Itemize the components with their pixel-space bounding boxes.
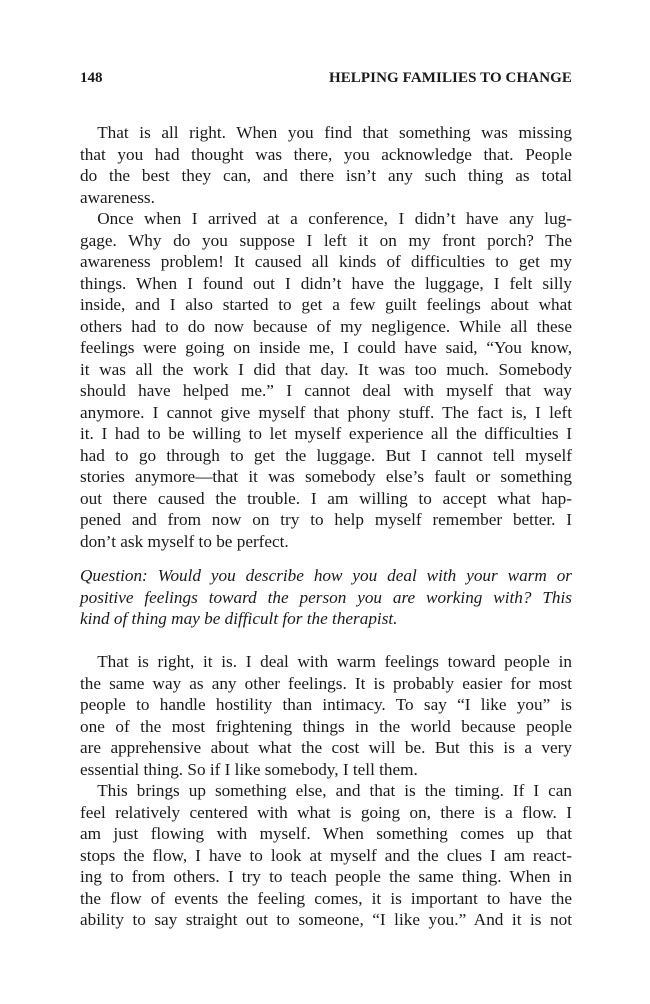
text-line: gage. Why do you suppose I left it on my front porch? The	[80, 230, 572, 250]
text-line: the same way as any other feelings. It is probably easier for most	[80, 673, 572, 693]
text-line: stories anymore—that it was somebody else’s fault or something	[80, 467, 572, 486]
text-line: others had to do now because of my negligence. While all these	[80, 316, 572, 336]
text-line: am just flowing with myself. When something comes up that	[80, 824, 572, 843]
paragraph-3	[80, 651, 572, 780]
running-head: HELPING FAMILIES TO CHANGE	[328, 70, 572, 86]
text-line: feelings were going on inside me, I could have said, “You know,	[80, 338, 572, 357]
text-line: people to handle hostility than intimacy. To say “I like you” is	[80, 695, 572, 714]
text-line: are apprehensive about what the cost will be. But this is a very	[80, 738, 572, 757]
text-line: That is all right. When you find that something was missing	[80, 123, 572, 142]
page-header	[80, 70, 572, 92]
question-paragraph	[80, 565, 572, 630]
text-line: one of the most frightening things in the world because people	[80, 716, 572, 736]
text-line: it. I had to be willing to let myself experience all the difficulties I	[80, 424, 572, 443]
text-line: it was all the work I did that day. It was too much. Somebody	[80, 359, 572, 379]
text-line: Once when I arrived at a conference, I didn’t have any lug-	[80, 209, 572, 228]
text-line: do the best they can, and there isn’t any such thing as total	[80, 166, 572, 185]
paragraph-2	[80, 208, 572, 552]
text-line: This brings up something else, and that is the timing. If I can	[80, 781, 572, 800]
text-line: anymore. I cannot give myself that phony stuff. The fact is, I left	[80, 402, 572, 422]
question-line: positive feelings toward the person you are working with? This	[80, 587, 572, 607]
text-line: things. When I found out I didn’t have the luggage, I felt silly	[80, 273, 572, 293]
text-line: ing to from others. I try to teach people the same thing. When in	[80, 867, 572, 886]
text-line: don’t ask myself to be perfect.	[80, 531, 289, 551]
text-line: had to go through to get the luggage. But I cannot tell myself	[80, 445, 572, 465]
text-line: ability to say straight out to someone, “I like you.” And it is not	[80, 910, 572, 929]
text-line: the flow of events the feeling comes, it is important to have the	[80, 888, 572, 908]
paragraph-1	[80, 122, 572, 208]
question-line: Question: Would you describe how you deal with your warm or	[80, 566, 572, 585]
text-line: That is right, it is. I deal with warm feelings toward people in	[80, 652, 572, 671]
text-line: essential thing. So if I like somebody, I tell them.	[80, 759, 418, 779]
text-line: should have helped me.” I cannot deal with myself that way	[80, 381, 572, 400]
text-line: out there caused the trouble. I am willing to accept what hap-	[80, 488, 572, 508]
text-line: awareness problem! It caused all kinds of difficulties to get my	[80, 252, 572, 271]
text-line: inside, and I also started to get a few guilt feelings about what	[80, 295, 572, 314]
text-line: stops the flow, I have to look at myself and the clues I am react-	[80, 845, 572, 865]
page-number: 148	[80, 70, 103, 86]
question-line: kind of thing may be difficult for the therapist.	[80, 609, 398, 628]
text-line: awareness.	[80, 187, 155, 207]
text-line: that you had thought was there, you acknowledge that. People	[80, 144, 572, 164]
text-line: pened and from now on try to help myself remember better. I	[80, 510, 572, 529]
paragraph-4	[80, 780, 572, 931]
text-line: feel relatively centered with what is going on, there is a flow. I	[80, 802, 572, 822]
